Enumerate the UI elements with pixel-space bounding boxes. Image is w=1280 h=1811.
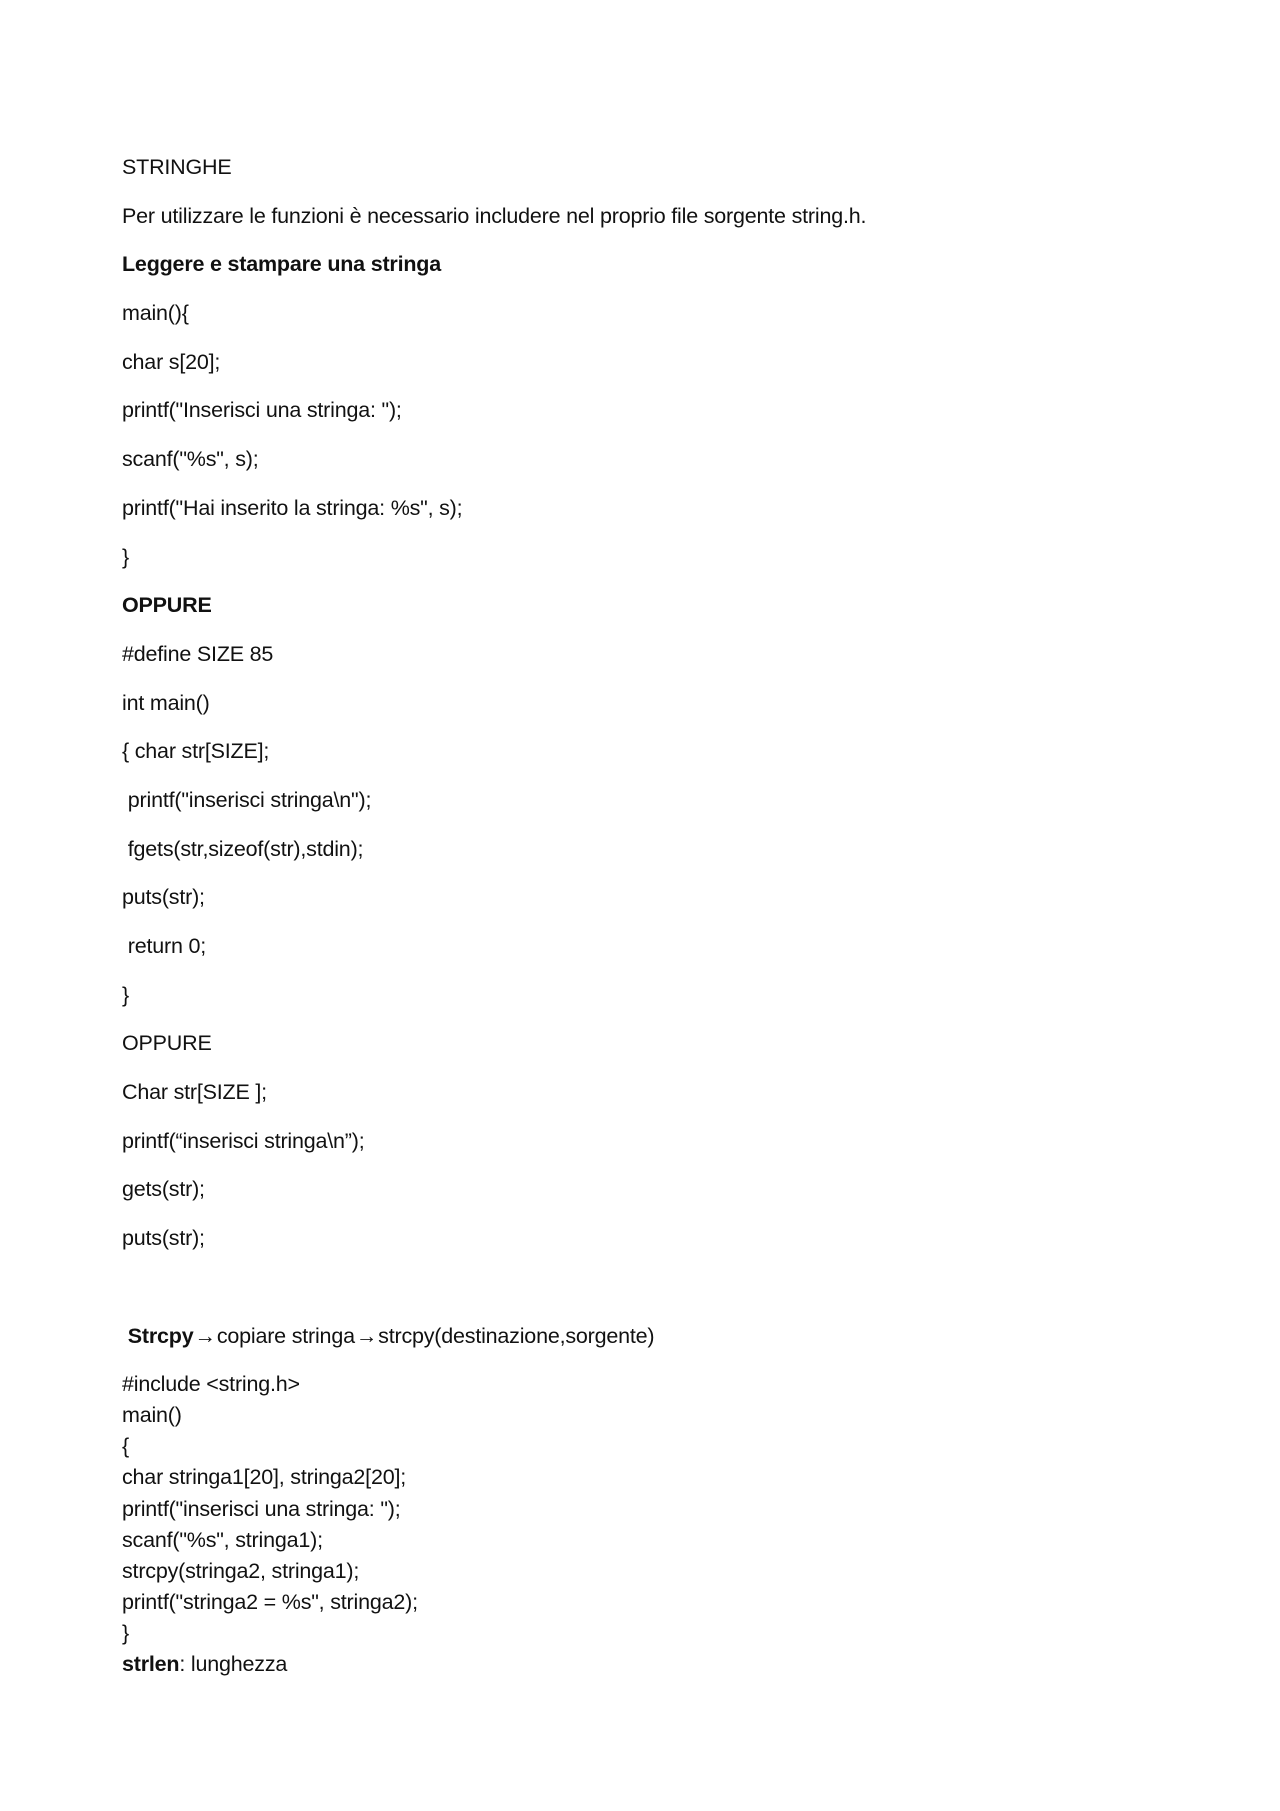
oppure-heading-bold: OPPURE <box>122 593 212 618</box>
strcpy-signature: strcpy(destinazione,sorgente) <box>378 1323 655 1348</box>
strlen-name: strlen <box>122 1652 180 1677</box>
right-arrow-icon: → <box>194 1323 216 1348</box>
document-body <box>122 152 1162 1680</box>
code-line: printf("Hai inserito la stringa: %s", s); <box>122 495 463 520</box>
code-line: fgets(str,sizeof(str),stdin); <box>122 836 364 861</box>
right-arrow-icon: → <box>355 1323 378 1348</box>
strlen-line <box>122 1649 1162 1680</box>
code-line: int main() <box>122 690 210 715</box>
section-heading-read-print: Leggere e stampare una stringa <box>122 252 441 277</box>
code-line: printf("Inserisci una stringa: "); <box>122 398 402 423</box>
code-line: puts(str); <box>122 1226 205 1251</box>
code-line: char stringa1[20], stringa2[20]; <box>122 1465 407 1490</box>
code-line: #define SIZE 85 <box>122 641 274 666</box>
blank-line <box>122 1272 1162 1321</box>
intro-paragraph: Per utilizzare le funzioni è necessario includere nel proprio file sorgente string.h. <box>122 203 867 228</box>
code-line: puts(str); <box>122 885 205 910</box>
code-line: scanf("%s", stringa1); <box>122 1527 323 1552</box>
code-line: Char str[SIZE ]; <box>122 1080 267 1105</box>
code-line: } <box>122 1620 129 1645</box>
code-line: #include <string.h> <box>122 1372 300 1397</box>
code-line: main() <box>122 1403 182 1428</box>
strcpy-name: Strcpy <box>127 1323 194 1348</box>
code-line: } <box>122 544 129 569</box>
document-title: STRINGHE <box>122 155 232 179</box>
code-line: printf("inserisci stringa\n"); <box>122 787 372 812</box>
code-line: { char str[SIZE]; <box>122 739 270 764</box>
code-line: { <box>122 1434 129 1459</box>
code-line: scanf("%s", s); <box>122 447 259 472</box>
strcpy-description: copiare stringa <box>216 1323 355 1348</box>
oppure-heading-plain: OPPURE <box>122 1031 212 1056</box>
code-line: char s[20]; <box>122 349 221 374</box>
code-line: printf(“inserisci stringa\n”); <box>122 1128 365 1153</box>
code-line: } <box>122 982 129 1007</box>
code-line: gets(str); <box>122 1177 205 1202</box>
code-line: printf("stringa2 = %s", stringa2); <box>122 1589 418 1614</box>
strlen-description: : lunghezza <box>179 1652 288 1677</box>
code-line: return 0; <box>122 934 207 958</box>
code-line: printf("inserisci una stringa: "); <box>122 1496 401 1521</box>
code-line: strcpy(stringa2, stringa1); <box>122 1558 360 1583</box>
strcpy-heading <box>122 1321 1162 1370</box>
code-line: main(){ <box>122 301 189 326</box>
